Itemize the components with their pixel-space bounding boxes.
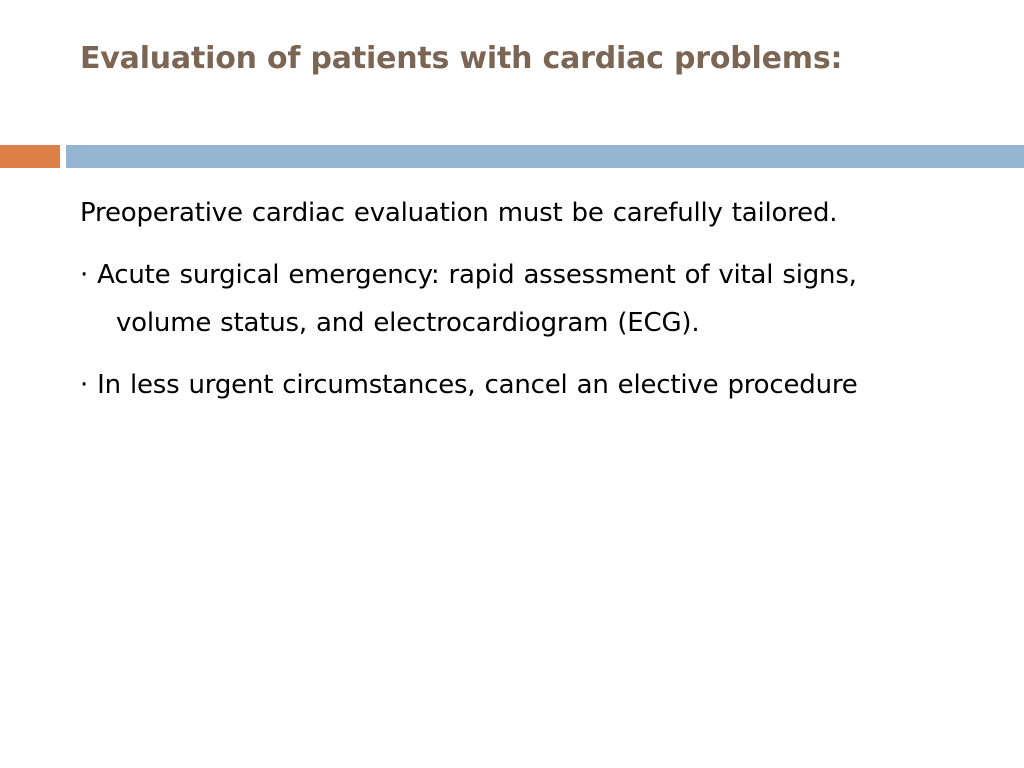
accent-bar-orange [0,145,60,168]
bullet-acute-emergency: · Acute surgical emergency: rapid assessment of vital signs, volume status, and electrocardiogram (ECG). [80,260,857,338]
slide-body [80,189,960,423]
bullet-less-urgent: · In less urgent circumstances, cancel an elective procedure [80,370,858,400]
body-paragraph-intro: Preoperative cardiac evaluation must be carefully tailored. [80,198,838,228]
slide-title: Evaluation of patients with cardiac problems: [80,41,843,76]
accent-bar-blue [66,145,1024,168]
